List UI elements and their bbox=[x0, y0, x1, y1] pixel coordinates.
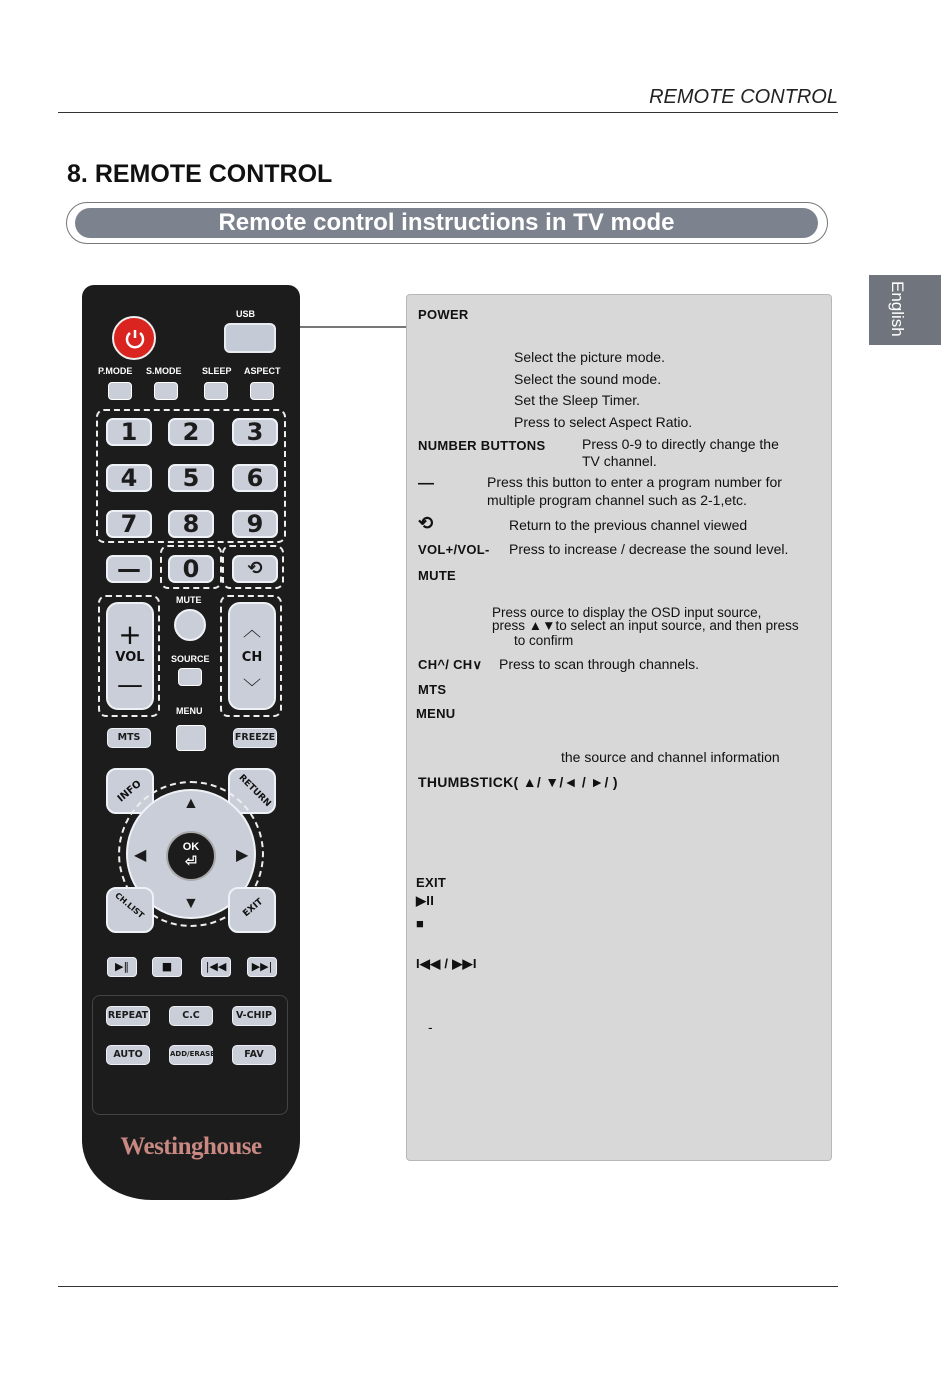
callout-line bbox=[300, 326, 407, 328]
key-4: 4 bbox=[106, 464, 152, 492]
sleep-icon bbox=[204, 382, 228, 400]
dash-key: — bbox=[106, 555, 152, 583]
source-desc-3: to confirm bbox=[514, 633, 574, 648]
thumbstick-label: THUMBSTICK( ▲/ ▼/◄ / ►/ ) bbox=[418, 774, 618, 790]
recall-symbol-icon: ⟲ bbox=[418, 513, 434, 533]
aspect-icon bbox=[250, 382, 274, 400]
menu-label: MENU bbox=[176, 706, 203, 716]
stop-label: ■ bbox=[416, 916, 425, 931]
info-desc: the source and channel information bbox=[561, 749, 780, 765]
mts-button: MTS bbox=[107, 728, 151, 748]
key-2: 2 bbox=[168, 418, 214, 446]
recall-icon: ⟲ bbox=[247, 558, 263, 579]
usb-button bbox=[224, 323, 276, 353]
next-icon: ▶▶| bbox=[251, 960, 273, 973]
dash-small: - bbox=[428, 1019, 433, 1035]
number-desc-1: Press 0-9 to directly change the bbox=[582, 436, 779, 452]
vol-desc: Press to increase / decrease the sound level. bbox=[509, 541, 789, 557]
sleep-desc: Set the Sleep Timer. bbox=[514, 392, 641, 408]
vol-rocker bbox=[106, 602, 154, 710]
section-dot: . bbox=[80, 160, 95, 188]
mute-button bbox=[174, 609, 206, 641]
header-rule bbox=[58, 112, 838, 113]
ok-label: OK bbox=[182, 841, 200, 853]
vol-minus-icon: — bbox=[117, 670, 143, 700]
ch-up-icon: ︿ bbox=[243, 620, 261, 641]
info-label: INFO bbox=[115, 778, 144, 805]
source-desc-1: Press ource to display the OSD input source, bbox=[492, 605, 762, 620]
recall-key bbox=[232, 555, 278, 583]
mute-label: MUTE bbox=[418, 568, 457, 583]
chlist-label: CH.LIST bbox=[113, 890, 146, 921]
arrow-left-icon: ◀ bbox=[134, 847, 147, 864]
key-5: 5 bbox=[168, 464, 214, 492]
aspect-desc: Press to select Aspect Ratio. bbox=[514, 414, 693, 430]
stop-icon: ■ bbox=[161, 960, 173, 973]
repeat-button: REPEAT bbox=[106, 1006, 150, 1026]
chlist-button bbox=[106, 887, 154, 933]
running-header: REMOTE CONTROL bbox=[649, 86, 838, 108]
arrow-up-icon: ▲ bbox=[183, 795, 199, 812]
brand-logo: Westinghouse bbox=[120, 1133, 262, 1160]
recall-icon-label bbox=[418, 515, 433, 532]
language-tab-label: English bbox=[888, 281, 907, 337]
menu-label: MENU bbox=[416, 706, 456, 721]
section-title bbox=[67, 160, 332, 189]
section-number: 8 bbox=[67, 160, 81, 188]
number-label: NUMBER BUTTONS bbox=[418, 438, 546, 453]
footer-rule bbox=[58, 1286, 838, 1287]
fav-button: FAV bbox=[232, 1045, 276, 1065]
enter-icon: ⏎ bbox=[185, 853, 197, 869]
source-label: SOURCE bbox=[171, 654, 210, 664]
description-panel bbox=[406, 294, 832, 1161]
vchip-button: V-CHIP bbox=[232, 1006, 276, 1026]
ch-rocker bbox=[228, 602, 276, 710]
mode-banner bbox=[66, 202, 828, 244]
pmode-label: P.MODE bbox=[98, 366, 133, 376]
key-9: 9 bbox=[232, 510, 278, 538]
mute-label: MUTE bbox=[176, 595, 202, 605]
next-button bbox=[247, 957, 277, 977]
key-8: 8 bbox=[168, 510, 214, 538]
source-icon bbox=[178, 668, 202, 686]
key-6: 6 bbox=[232, 464, 278, 492]
vol-label: VOL+/VOL- bbox=[418, 542, 490, 557]
play-pause-label: ▶II bbox=[416, 893, 435, 908]
smode-icon bbox=[154, 382, 178, 400]
source-desc-2: press ▲▼to select an input source, and then press bbox=[492, 618, 799, 633]
aspect-label: ASPECT bbox=[244, 366, 281, 376]
menu-icon bbox=[176, 725, 206, 751]
ch-down-icon: ﹀ bbox=[243, 678, 261, 699]
mode-banner-text: Remote control instructions in TV mode bbox=[75, 208, 818, 238]
stop-button bbox=[152, 957, 182, 977]
exit-label: EXIT bbox=[241, 896, 266, 920]
power-icon bbox=[123, 327, 147, 351]
dash-label: — bbox=[418, 475, 435, 492]
power-label: POWER bbox=[418, 307, 469, 322]
return-desc: Return to the previous channel viewed bbox=[509, 517, 748, 533]
key-7: 7 bbox=[106, 510, 152, 538]
arrow-right-icon: ▶ bbox=[236, 847, 249, 864]
ch-label: CH bbox=[241, 650, 263, 665]
mts-label: MTS bbox=[418, 682, 447, 697]
vol-plus-icon: + bbox=[118, 618, 142, 651]
cc-button: C.C bbox=[169, 1006, 213, 1026]
freeze-button: FREEZE bbox=[233, 728, 277, 748]
add-erase-button: ADD/ERASE bbox=[169, 1045, 213, 1065]
exit-button bbox=[228, 887, 276, 933]
key-0: 0 bbox=[168, 555, 214, 583]
ok-button bbox=[166, 831, 216, 881]
dash-desc-1: Press this button to enter a program number for bbox=[487, 474, 782, 490]
return-label: RETURN bbox=[236, 772, 273, 810]
sleep-label: SLEEP bbox=[202, 366, 232, 376]
power-button bbox=[112, 316, 156, 360]
pmode-icon bbox=[108, 382, 132, 400]
remote-control-illustration bbox=[82, 285, 300, 1200]
prev-icon: |◀◀ bbox=[205, 960, 227, 973]
smode-label: S.MODE bbox=[146, 366, 182, 376]
ch-label: CH^/ CH∨ bbox=[418, 657, 483, 672]
exit-label: EXIT bbox=[416, 875, 447, 890]
number-desc-2: TV channel. bbox=[582, 453, 657, 469]
key-3: 3 bbox=[232, 418, 278, 446]
smode-desc: Select the sound mode. bbox=[514, 371, 662, 387]
vol-label: VOL bbox=[115, 650, 145, 665]
prev-next-label: I◀◀ / ▶▶I bbox=[416, 956, 477, 971]
section-title-text: REMOTE CONTROL bbox=[94, 160, 333, 188]
play-pause-button bbox=[107, 957, 137, 977]
language-tab bbox=[869, 275, 941, 345]
dash-desc-2: multiple program channel such as 2-1,etc. bbox=[487, 492, 747, 508]
pmode-desc: Select the picture mode. bbox=[514, 349, 665, 365]
usb-label: USB bbox=[236, 309, 256, 319]
play-pause-icon: ▶‖ bbox=[115, 960, 129, 973]
arrow-down-icon: ▼ bbox=[183, 895, 199, 912]
key-1: 1 bbox=[106, 418, 152, 446]
prev-button bbox=[201, 957, 231, 977]
auto-button: AUTO bbox=[106, 1045, 150, 1065]
ch-desc: Press to scan through channels. bbox=[499, 656, 700, 672]
